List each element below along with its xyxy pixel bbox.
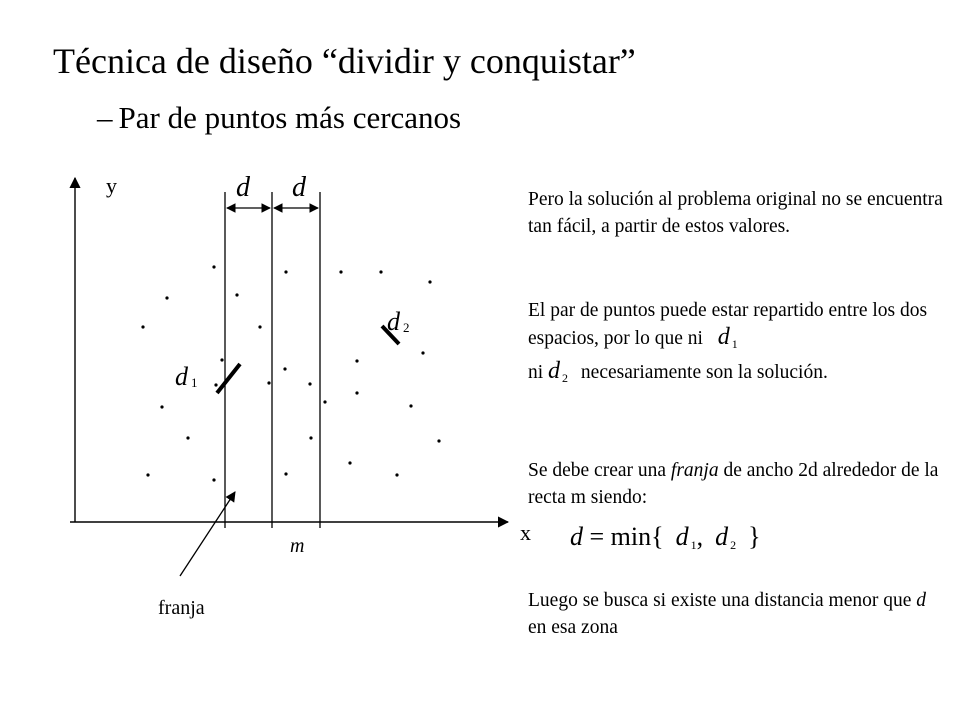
strip-label: franja <box>158 597 205 619</box>
point <box>146 473 149 476</box>
point <box>309 436 312 439</box>
point <box>395 473 398 476</box>
p2-d2-letter: d <box>548 358 561 384</box>
point <box>308 382 311 385</box>
p3-strip-word: franja <box>670 460 719 481</box>
p2-d1-letter: d <box>717 324 730 350</box>
p4-text-a: Luego se busca si existe una distancia menor que <box>528 590 917 611</box>
point <box>220 358 223 361</box>
point <box>409 404 412 407</box>
d1-letter: d <box>175 362 188 391</box>
point <box>212 265 215 268</box>
subtitle-text: Par de puntos más cercanos <box>118 100 462 135</box>
point <box>267 381 270 384</box>
d1-label <box>175 362 198 391</box>
formula-open-brace: { <box>651 522 664 551</box>
p3-text-a: Se debe crear una <box>528 460 671 481</box>
p3-text-b: de ancho 2d alrededor de la recta m siendo: <box>528 460 939 508</box>
point <box>437 439 440 442</box>
d1-subscript: 1 <box>191 375 198 390</box>
point <box>355 391 358 394</box>
formula-d1-subscript: 1 <box>690 538 697 552</box>
p2-text-b: ni <box>528 362 544 383</box>
p2-text-c: necesariamente son la solución. <box>580 362 828 383</box>
p4-text-b: en esa zona <box>528 617 618 638</box>
point <box>160 405 163 408</box>
p2-text-a: El par de puntos puede estar repartido entre los dos espacios, por lo que ni <box>528 300 928 349</box>
formula-lhs: d <box>570 522 583 551</box>
page-title: Técnica de diseño “dividir y conquistar” <box>53 41 636 81</box>
formula-d1-letter: d <box>675 522 689 551</box>
point <box>339 270 342 273</box>
strip-pointer-arrow <box>180 492 235 576</box>
point <box>141 325 144 328</box>
point <box>186 436 189 439</box>
p2-d2 <box>548 358 576 392</box>
formula-d2 <box>715 522 736 551</box>
subtitle-dash: – <box>97 100 113 135</box>
x-axis-label: x <box>520 520 531 545</box>
p2-d1 <box>708 324 738 358</box>
paragraph-search-zone <box>528 587 948 641</box>
p4-d: d <box>916 590 927 611</box>
formula-d2-letter: d <box>715 522 729 551</box>
width-label-right: d <box>292 172 306 203</box>
point <box>235 293 238 296</box>
paragraph-original-problem: Pero la solución al problema original no se encuentra tan fácil, a partir de estos valores. <box>528 189 943 237</box>
point <box>214 383 217 386</box>
d2-letter: d <box>387 307 400 336</box>
min-formula <box>570 522 761 553</box>
point <box>348 461 351 464</box>
formula-comma: , <box>696 522 704 551</box>
point <box>283 367 286 370</box>
dividing-line-label: m <box>290 535 305 557</box>
p2-d1-subscript: 1 <box>731 337 738 351</box>
d2-subscript: 2 <box>403 320 410 335</box>
d2-label <box>387 307 410 336</box>
formula-eq: = <box>583 522 611 551</box>
point <box>355 359 358 362</box>
y-axis-label: y <box>106 173 117 198</box>
point <box>323 400 326 403</box>
formula-fn: min <box>610 522 652 551</box>
width-label-left: d <box>236 172 250 203</box>
formula-d2-subscript: 2 <box>730 538 737 552</box>
paragraph-split-pair <box>528 297 948 392</box>
point <box>212 478 215 481</box>
point <box>284 472 287 475</box>
point <box>165 296 168 299</box>
paragraph-strip-definition <box>528 457 948 511</box>
point <box>421 351 424 354</box>
point <box>284 270 287 273</box>
d1-segment <box>217 364 240 393</box>
point <box>258 325 261 328</box>
point <box>428 280 431 283</box>
p2-d2-subscript: 2 <box>562 371 569 385</box>
point <box>379 270 382 273</box>
formula-close-brace: } <box>748 522 761 551</box>
formula-d1 <box>676 522 697 551</box>
